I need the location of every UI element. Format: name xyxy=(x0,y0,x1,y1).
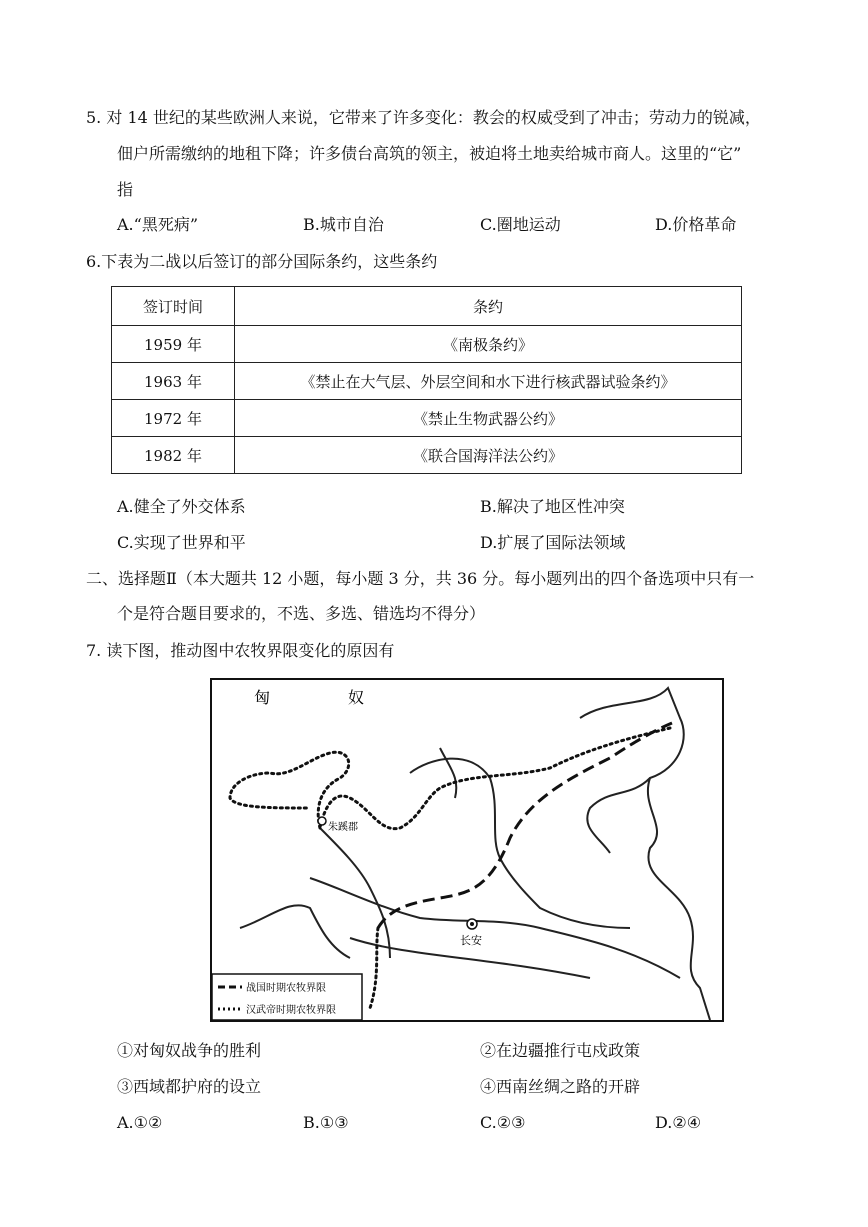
table-cell-treaty: 《联合国海洋法公约》 xyxy=(235,437,742,474)
table-row xyxy=(112,326,742,363)
legend-han-wudi: 汉武帝时期农牧界限 xyxy=(246,1005,336,1016)
table-cell-treaty: 《禁止在大气层、外层空间和水下进行核武器试验条约》 xyxy=(235,363,742,400)
table-cell-date: 1959 年 xyxy=(112,326,235,363)
q7-item-2: ②在边疆推行屯戍政策 xyxy=(480,1041,641,1060)
q7-option-b[interactable]: B.①③ xyxy=(303,1113,349,1132)
table-cell-treaty: 《南极条约》 xyxy=(235,326,742,363)
q7-item-1: ①对匈奴战争的胜利 xyxy=(117,1041,262,1060)
q7-option-c[interactable]: C.②③ xyxy=(480,1113,526,1132)
q7-item-3: ③西域都护府的设立 xyxy=(117,1077,262,1096)
q5-option-d[interactable]: D.价格革命 xyxy=(655,215,737,234)
q5-option-b[interactable]: B.城市自治 xyxy=(303,215,384,234)
q6-option-b[interactable]: B.解决了地区性冲突 xyxy=(480,497,625,516)
q6-option-c[interactable]: C.实现了世界和平 xyxy=(117,533,246,552)
table-cell-date: 1972 年 xyxy=(112,400,235,437)
map-label-xiongnu-1: 匈 xyxy=(254,688,271,707)
q5-stem-line1: 5. 对 14 世纪的某些欧洲人来说，它带来了许多变化：教会的权威受到了冲击；劳动力的锐减， xyxy=(86,108,761,127)
q7-stem: 7. 读下图，推动图中农牧界限变化的原因有 xyxy=(86,641,395,660)
table-row xyxy=(112,437,742,474)
table-cell-treaty: 《禁止生物武器公约》 xyxy=(235,400,742,437)
city-marker-icon xyxy=(318,817,326,825)
q7-option-a[interactable]: A.①② xyxy=(117,1113,163,1132)
table-header-treaty: 条约 xyxy=(235,287,742,326)
table-row xyxy=(112,363,742,400)
section2-header-line1: 二、选择题Ⅱ（本大题共 12 小题，每小题 3 分，共 36 分。每小题列出的四个备选项中只有一 xyxy=(86,569,755,588)
q5-stem-line3: 指 xyxy=(117,180,134,199)
map-label-xiongnu-2: 奴 xyxy=(348,688,365,707)
section2-header-line2: 个是符合题目要求的，不选、多选、错选均不得分） xyxy=(117,604,486,623)
legend-warring-states: 战国时期农牧界限 xyxy=(246,983,326,994)
q5-option-a[interactable]: A.“黑死病” xyxy=(117,215,199,234)
q5-stem-line2: 佃户所需缴纳的地租下降；许多债台高筑的领主，被迫将土地卖给城市商人。这里的“它” xyxy=(117,144,742,163)
treaty-table xyxy=(111,286,742,474)
q6-option-d[interactable]: D.扩展了国际法领域 xyxy=(480,533,626,552)
q6-option-a[interactable]: A.健全了外交体系 xyxy=(117,497,246,516)
map-label-city1: 朱蹊郡 xyxy=(328,822,358,833)
table-cell-date: 1982 年 xyxy=(112,437,235,474)
table-cell-date: 1963 年 xyxy=(112,363,235,400)
table-header-date: 签订时间 xyxy=(112,287,235,326)
q7-option-d[interactable]: D.②④ xyxy=(655,1113,702,1132)
map-label-changan: 长安 xyxy=(460,934,482,947)
table-row xyxy=(112,400,742,437)
historical-map xyxy=(210,678,724,1022)
table-header-row xyxy=(112,287,742,326)
q5-option-c[interactable]: C.圈地运动 xyxy=(480,215,561,234)
q7-item-4: ④西南丝绸之路的开辟 xyxy=(480,1077,641,1096)
q6-stem: 6.下表为二战以后签订的部分国际条约，这些条约 xyxy=(86,252,438,271)
